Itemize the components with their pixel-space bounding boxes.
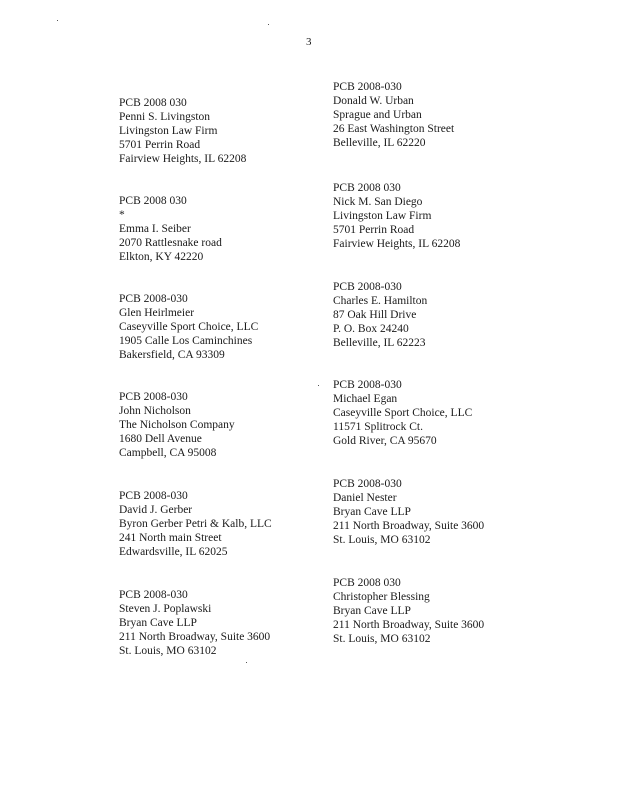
case-number: PCB 2008-030 xyxy=(119,589,188,601)
scan-speck xyxy=(268,24,269,25)
street-address: 1905 Calle Los Caminchines xyxy=(119,335,253,347)
recipient-name: Emma I. Seiber xyxy=(119,223,191,235)
organization: Caseyville Sport Choice, LLC xyxy=(333,407,473,419)
organization: Bryan Cave LLP xyxy=(119,617,197,629)
recipient-name: Penni S. Livingston xyxy=(119,111,211,123)
address-block-left-6 xyxy=(119,588,270,658)
scan-speck xyxy=(246,662,247,663)
address-block-right-6 xyxy=(333,576,484,646)
street-address: 241 North main Street xyxy=(119,532,222,544)
street-address: 87 Oak Hill Drive xyxy=(333,309,417,321)
case-number: PCB 2008 030 xyxy=(119,195,187,207)
city-state-zip: Bakersfield, CA 93309 xyxy=(119,349,225,361)
street-address: 211 North Broadway, Suite 3600 xyxy=(333,619,485,631)
address-block-right-4 xyxy=(333,378,472,448)
address-block-left-4 xyxy=(119,390,235,460)
street-address: 26 East Washington Street xyxy=(333,123,455,135)
case-number: PCB 2008-030 xyxy=(119,293,188,305)
recipient-name: David J. Gerber xyxy=(119,504,193,516)
organization: The Nicholson Company xyxy=(119,419,235,431)
recipient-name: Glen Heirlmeier xyxy=(119,307,195,319)
organization: Livingston Law Firm xyxy=(119,125,218,137)
recipient-name: Michael Egan xyxy=(333,393,398,405)
address-block-left-1 xyxy=(119,96,246,166)
city-state-zip: St. Louis, MO 63102 xyxy=(333,633,431,645)
city-state-zip: Belleville, IL 62220 xyxy=(333,137,426,149)
case-number: PCB 2008-030 xyxy=(119,391,188,403)
recipient-name: Nick M. San Diego xyxy=(333,196,423,208)
recipient-name: John Nicholson xyxy=(119,405,191,417)
street-address: 11571 Splitrock Ct. xyxy=(333,421,423,433)
case-number: PCB 2008-030 xyxy=(333,478,402,490)
city-state-zip: Gold River, CA 95670 xyxy=(333,435,437,447)
address-block-right-1 xyxy=(333,80,454,150)
city-state-zip: St. Louis, MO 63102 xyxy=(333,534,431,546)
case-number: PCB 2008 030 xyxy=(333,182,401,194)
recipient-name: Donald W. Urban xyxy=(333,95,414,107)
address-block-right-2 xyxy=(333,181,460,251)
organization: Livingston Law Firm xyxy=(333,210,432,222)
recipient-name: Christopher Blessing xyxy=(333,591,430,603)
case-number: PCB 2008 030 xyxy=(119,97,187,109)
street-address: 211 North Broadway, Suite 3600 xyxy=(333,520,485,532)
recipient-name: Steven J. Poplawski xyxy=(119,603,212,615)
organization: Caseyville Sport Choice, LLC xyxy=(119,321,259,333)
organization: Bryan Cave LLP xyxy=(333,605,411,617)
organization: Byron Gerber Petri & Kalb, LLC xyxy=(119,518,272,530)
address-block-left-3 xyxy=(119,292,258,362)
street-address: 1680 Dell Avenue xyxy=(119,433,202,445)
scan-speck xyxy=(57,20,58,21)
street-address: 211 North Broadway, Suite 3600 xyxy=(119,631,271,643)
address-block-left-5 xyxy=(119,489,272,559)
city-state-zip: Fairview Heights, IL 62208 xyxy=(333,238,461,250)
organization: Sprague and Urban xyxy=(333,109,422,121)
organization: Bryan Cave LLP xyxy=(333,506,411,518)
address-block-right-5 xyxy=(333,477,484,547)
city-state-zip: Belleville, IL 62223 xyxy=(333,337,426,349)
case-number: PCB 2008-030 xyxy=(333,281,402,293)
page-number: 3 xyxy=(306,36,312,48)
city-state-zip: Edwardsville, IL 62025 xyxy=(119,546,228,558)
street-address: 5701 Perrin Road xyxy=(333,224,415,236)
street-address: 2070 Rattlesnake road xyxy=(119,237,222,249)
city-state-zip: St. Louis, MO 63102 xyxy=(119,645,217,657)
recipient-name: Charles E. Hamilton xyxy=(333,295,428,307)
po-box: P. O. Box 24240 xyxy=(333,323,409,335)
asterisk-mark: * xyxy=(119,209,125,221)
case-number: PCB 2008-030 xyxy=(119,490,188,502)
city-state-zip: Elkton, KY 42220 xyxy=(119,251,204,263)
city-state-zip: Campbell, CA 95008 xyxy=(119,447,217,459)
street-address: 5701 Perrin Road xyxy=(119,139,201,151)
address-block-left-2 xyxy=(119,194,222,264)
case-number: PCB 2008-030 xyxy=(333,81,402,93)
case-number: PCB 2008-030 xyxy=(333,379,402,391)
scan-speck xyxy=(318,385,319,386)
recipient-name: Daniel Nester xyxy=(333,492,397,504)
city-state-zip: Fairview Heights, IL 62208 xyxy=(119,153,247,165)
address-block-right-3 xyxy=(333,280,427,350)
case-number: PCB 2008 030 xyxy=(333,577,401,589)
